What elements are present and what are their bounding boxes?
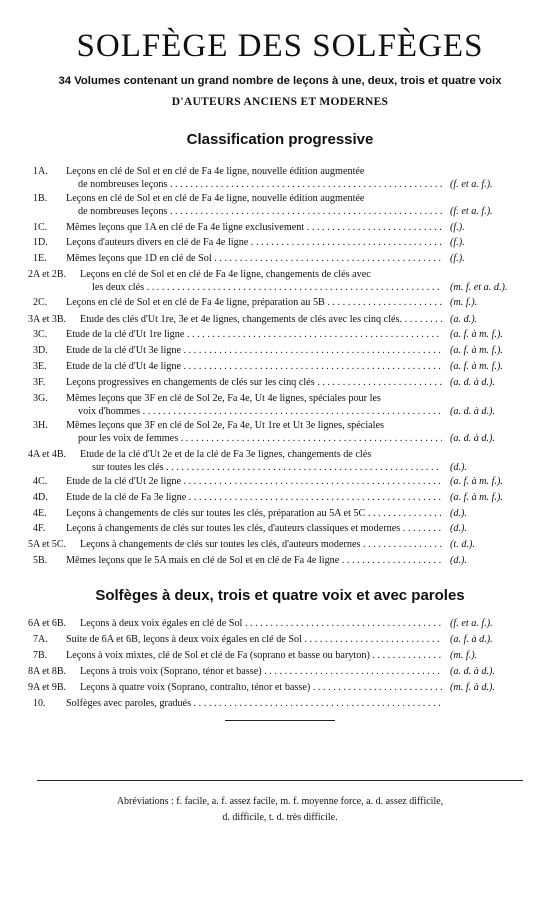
volume-number: 3G. bbox=[33, 393, 48, 404]
lesson-description: Leçons à quatre voix (Soprano, contralto, ténor et basse) . . . bbox=[80, 682, 442, 695]
list-item bbox=[30, 166, 530, 194]
page-subtitle: 34 Volumes contenant un grand nombre de leçons à une, deux, trois et quatre voix bbox=[58, 75, 502, 87]
lesson-description: Suite de 6A et 6B, leçons à deux voix égales en clé de Sol . . . bbox=[66, 634, 442, 647]
lesson-description-continued: pour les voix de femmes . . . bbox=[78, 433, 442, 446]
section-title-voices: Solfèges à deux, trois et quatre voix et avec paroles bbox=[95, 587, 465, 604]
list-item bbox=[30, 345, 530, 359]
volume-number: 1A. bbox=[33, 166, 48, 177]
difficulty-level: (a. f. à m. f.). bbox=[450, 476, 503, 487]
lesson-description: Étude de la clé d'Ut 3e ligne . . . bbox=[66, 345, 442, 358]
difficulty-level: (d.). bbox=[450, 462, 467, 473]
difficulty-level: (f.). bbox=[450, 253, 465, 264]
volume-number: 4C. bbox=[33, 476, 48, 487]
lesson-description: Leçons à voix mixtes, clé de Sol et clé de Fa (soprano et basse ou baryton) . . . bbox=[66, 650, 442, 663]
lesson-description: Mêmes leçons que 1D en clé de Sol . . . bbox=[66, 253, 442, 266]
lesson-description: Leçons à changements de clés sur toutes les clés, préparation au 5A et 5C . . . bbox=[66, 508, 442, 521]
volume-number: 7A. bbox=[33, 634, 48, 645]
list-item bbox=[30, 253, 530, 267]
difficulty-level: (a. f. à m. f.). bbox=[450, 329, 503, 340]
list-item bbox=[30, 193, 530, 221]
difficulty-level: (d.). bbox=[450, 555, 467, 566]
difficulty-level: (a. f. à m. f.). bbox=[450, 492, 503, 503]
difficulty-level: (a. d. à d.). bbox=[450, 377, 495, 388]
lesson-description: Étude de la clé d'Ut 4e ligne . . . bbox=[66, 361, 442, 374]
list-item bbox=[30, 237, 530, 251]
lesson-description: Leçons en clé de Sol et en clé de Fa 4e ligne, changements de clés avec bbox=[80, 269, 371, 280]
list-item bbox=[30, 555, 530, 569]
difficulty-level: (a. f. à m. f.). bbox=[450, 345, 503, 356]
difficulty-level: (f. et a. f.). bbox=[450, 179, 493, 190]
difficulty-level: (m. f. et a. d.). bbox=[450, 282, 508, 293]
lesson-description-continued: voix d'hommes . . . bbox=[78, 406, 442, 419]
volume-number: 5A et 5C. bbox=[28, 539, 67, 550]
volume-number: 1E. bbox=[33, 253, 47, 264]
list-item bbox=[30, 449, 530, 477]
volume-number: 3A et 3B. bbox=[28, 314, 67, 325]
volume-number: 5B. bbox=[33, 555, 48, 566]
difficulty-level: (m. f. à d.). bbox=[450, 682, 495, 693]
list-item bbox=[30, 508, 530, 522]
difficulty-level: (f. et a. f.). bbox=[450, 206, 493, 217]
volume-number: 1C. bbox=[33, 222, 48, 233]
volume-number: 3E. bbox=[33, 361, 47, 372]
difficulty-level: (f.). bbox=[450, 222, 465, 233]
lesson-description: Leçons progressives en changements de clés sur les cinq clés . . . bbox=[66, 377, 442, 390]
list-item bbox=[30, 523, 530, 537]
lesson-description-continued: les deux clés . . . bbox=[92, 282, 442, 295]
page-subtitle-authors: D'AUTEURS ANCIENS ET MODERNES bbox=[171, 96, 389, 108]
lesson-description: Leçons en clé de Sol et en clé de Fa 4e ligne, préparation au 5B . . . bbox=[66, 297, 442, 310]
volume-number: 2C. bbox=[33, 297, 48, 308]
lesson-description: Mêmes leçons que 3F en clé de Sol 2e, Fa 4e, Ut 1re et Ut 3e lignes, spéciales bbox=[66, 420, 384, 431]
lesson-description: Solfèges avec paroles, gradués . . . bbox=[66, 698, 442, 711]
lesson-description: Leçons d'auteurs divers en clé de Fa 4e ligne . . . bbox=[66, 237, 442, 250]
lesson-description: Mêmes leçons que 3F en clé de Sol 2e, Fa 4e, Ut 4e lignes, spéciales pour les bbox=[66, 393, 381, 404]
list-item bbox=[30, 492, 530, 506]
lesson-description: Étude de la clé d'Ut 2e ligne . . . bbox=[66, 476, 442, 489]
difficulty-level: (f.). bbox=[450, 237, 465, 248]
difficulty-level: (d.). bbox=[450, 523, 467, 534]
list-item bbox=[30, 634, 530, 648]
lesson-description: Leçons à deux voix égales en clé de Sol . . . bbox=[80, 618, 442, 631]
volume-number: 1D. bbox=[33, 237, 48, 248]
volume-number: 4E. bbox=[33, 508, 47, 519]
lesson-description: Étude de la clé d'Ut 1re ligne . . . bbox=[66, 329, 442, 342]
list-item bbox=[30, 377, 530, 391]
list-item bbox=[30, 269, 530, 297]
list-item bbox=[30, 682, 530, 696]
list-item bbox=[30, 476, 530, 490]
lesson-description: Leçons à changements de clés sur toutes les clés, d'auteurs modernes . . . bbox=[80, 539, 442, 552]
difficulty-level: (d.). bbox=[450, 508, 467, 519]
list-item bbox=[30, 618, 530, 632]
volume-number: 3C. bbox=[33, 329, 48, 340]
volume-number: 4D. bbox=[33, 492, 48, 503]
list-item bbox=[30, 650, 530, 664]
difficulty-level: (a. d. à d.). bbox=[450, 433, 495, 444]
lesson-description: Leçons à trois voix (Soprano, ténor et basse) . . . bbox=[80, 666, 442, 679]
volume-number: 8A et 8B. bbox=[28, 666, 67, 677]
difficulty-level: (a. d.). bbox=[450, 314, 478, 325]
lesson-description: Leçons en clé de Sol et en clé de Fa 4e ligne, nouvelle édition augmentée bbox=[66, 166, 365, 177]
volume-number: 7B. bbox=[33, 650, 48, 661]
volume-number: 4F. bbox=[33, 523, 46, 534]
list-item bbox=[30, 539, 530, 553]
difficulty-level: (m. f.). bbox=[450, 650, 478, 661]
volume-number: 4A et 4B. bbox=[28, 449, 67, 460]
volume-number: 6A et 6B. bbox=[28, 618, 67, 629]
list-item bbox=[30, 666, 530, 680]
list-item bbox=[30, 222, 530, 236]
lesson-description-continued: de nombreuses leçons . . . bbox=[78, 206, 442, 219]
lesson-description: Leçons en clé de Sol et en clé de Fa 4e ligne, nouvelle édition augmentée bbox=[66, 193, 365, 204]
difficulty-level: (a. d. à d.). bbox=[450, 666, 495, 677]
footer-divider bbox=[37, 780, 523, 781]
volume-number: 3D. bbox=[33, 345, 48, 356]
lesson-description: Leçons à changements de clés sur toutes les clés, d'auteurs classiques et modernes . . . bbox=[66, 523, 442, 536]
lesson-description: Mêmes leçons que 1A en clé de Fa 4e ligne exclusivement . . . bbox=[66, 222, 442, 235]
difficulty-level: (f. et a. f.). bbox=[450, 618, 493, 629]
lesson-description: Étude des clés d'Ut 1re, 3e et 4e lignes, changements de clés avec les cinq clés. . . . bbox=[80, 314, 442, 327]
list-item bbox=[30, 329, 530, 343]
volume-number: 1B. bbox=[33, 193, 48, 204]
section-title-progressive: Classification progressive bbox=[186, 131, 374, 148]
list-item bbox=[30, 420, 530, 448]
lesson-description: Étude de la clé d'Ut 2e et de la clé de Fa 3e lignes, changements de clés bbox=[80, 449, 372, 460]
lesson-description-continued: sur toutes les clés . . . bbox=[92, 462, 442, 475]
list-item bbox=[30, 393, 530, 421]
abbreviations-line-2: d. difficile, t. d. très difficile. bbox=[222, 812, 338, 823]
short-divider bbox=[225, 720, 335, 721]
list-item bbox=[30, 314, 530, 328]
volume-number: 10. bbox=[33, 698, 46, 709]
difficulty-level: (m. f.). bbox=[450, 297, 478, 308]
abbreviations-line-1: Abréviations : f. facile, a. f. assez facile, m. f. moyenne force, a. d. assez difficile, bbox=[116, 796, 444, 807]
volume-number: 3F. bbox=[33, 377, 46, 388]
difficulty-level: (a. d. à d.). bbox=[450, 406, 495, 417]
list-item bbox=[30, 698, 530, 712]
list-item bbox=[30, 297, 530, 311]
difficulty-level: (t. d.). bbox=[450, 539, 475, 550]
lesson-description: Étude de la clé de Fa 3e ligne . . . bbox=[66, 492, 442, 505]
volume-number: 9A et 9B. bbox=[28, 682, 67, 693]
difficulty-level: (a. f. à m. f.). bbox=[450, 361, 503, 372]
volume-number: 2A et 2B. bbox=[28, 269, 67, 280]
volume-number: 3H. bbox=[33, 420, 48, 431]
lesson-description: Mêmes leçons que le 5A mais en clé de Sol et en clé de Fa 4e ligne . . . bbox=[66, 555, 442, 568]
lesson-description-continued: de nombreuses leçons . . . bbox=[78, 179, 442, 192]
list-item bbox=[30, 361, 530, 375]
page-title: SOLFÈGE DES SOLFÈGES bbox=[76, 28, 484, 64]
difficulty-level: (a. f. à d.). bbox=[450, 634, 493, 645]
